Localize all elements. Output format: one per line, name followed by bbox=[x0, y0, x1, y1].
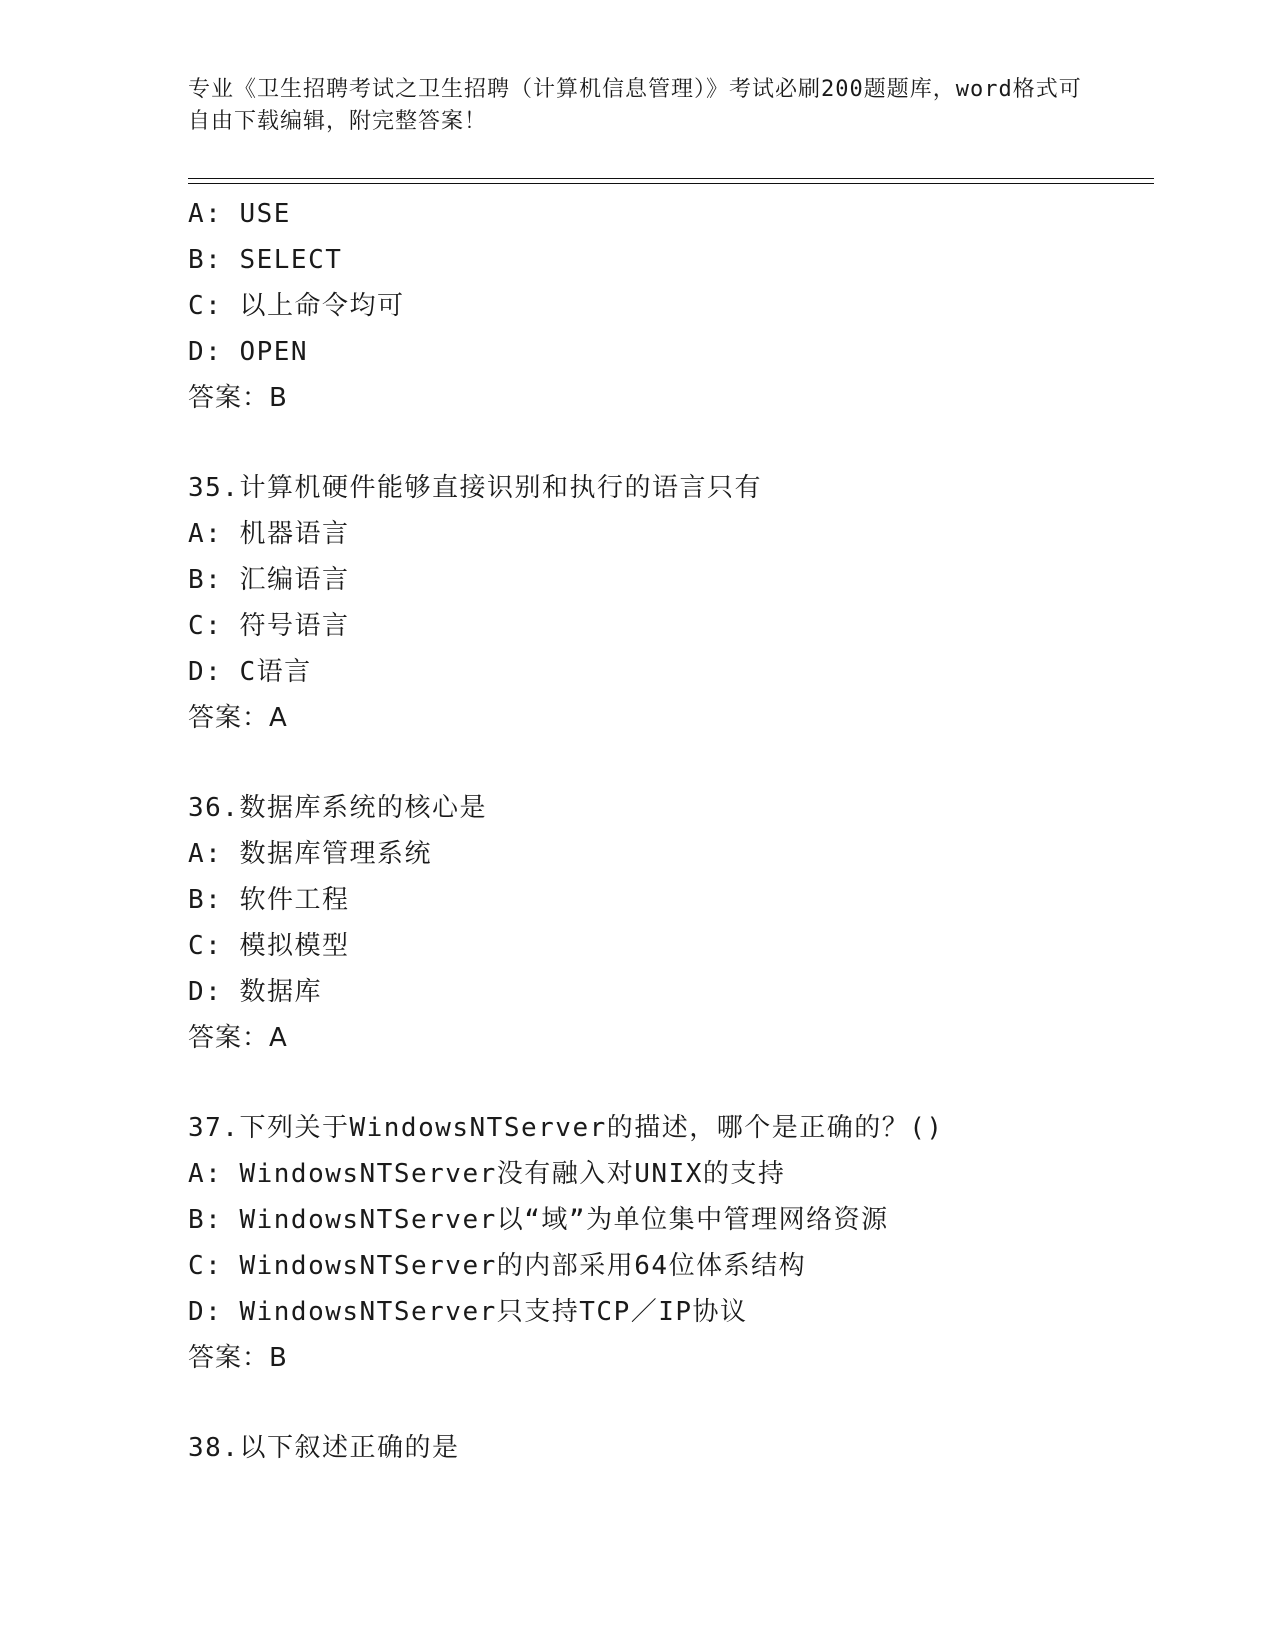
question-list bbox=[188, 191, 1154, 1471]
header-divider-top bbox=[188, 178, 1154, 179]
question-38 bbox=[188, 1425, 1154, 1471]
spacer bbox=[188, 741, 1154, 785]
option-a: A: 数据库管理系统 bbox=[188, 839, 432, 869]
option-a: A: USE bbox=[188, 199, 291, 229]
spacer bbox=[188, 421, 1154, 465]
question-37 bbox=[188, 1105, 1154, 1381]
spacer bbox=[188, 1381, 1154, 1425]
question-stem: 38.以下叙述正确的是 bbox=[188, 1433, 460, 1463]
option-a: A: 机器语言 bbox=[188, 519, 350, 549]
option-c: C: WindowsNTServer的内部采用64位体系结构 bbox=[188, 1251, 807, 1281]
option-b: B: 汇编语言 bbox=[188, 565, 350, 595]
spacer bbox=[188, 1061, 1154, 1105]
question-35 bbox=[188, 465, 1154, 741]
option-d: D: 数据库 bbox=[188, 977, 322, 1007]
option-d: D: C语言 bbox=[188, 657, 312, 687]
option-c: C: 以上命令均可 bbox=[188, 291, 405, 321]
question-stem: 35.计算机硬件能够直接识别和执行的语言只有 bbox=[188, 473, 762, 503]
option-b: B: SELECT bbox=[188, 245, 343, 275]
option-d: D: WindowsNTServer只支持TCP／IP协议 bbox=[188, 1297, 748, 1327]
question-34 bbox=[188, 191, 1154, 421]
answer-label: 答案：B bbox=[188, 383, 288, 413]
option-b: B: WindowsNTServer以“域”为单位集中管理网络资源 bbox=[188, 1205, 889, 1235]
option-a: A: WindowsNTServer没有融入对UNIX的支持 bbox=[188, 1159, 786, 1189]
option-b: B: 软件工程 bbox=[188, 885, 350, 915]
header-divider-bottom bbox=[188, 183, 1154, 184]
answer-label: 答案：B bbox=[188, 1343, 288, 1373]
question-36 bbox=[188, 785, 1154, 1061]
question-stem: 37.下列关于WindowsNTServer的描述，哪个是正确的？() bbox=[188, 1113, 944, 1143]
answer-label: 答案：A bbox=[188, 1023, 288, 1053]
answer-label: 答案：A bbox=[188, 703, 288, 733]
document-header: 专业《卫生招聘考试之卫生招聘（计算机信息管理）》考试必刷200题题库，word格式可自由下载编辑，附完整答案！ bbox=[188, 77, 1082, 134]
option-c: C: 模拟模型 bbox=[188, 931, 350, 961]
option-c: C: 符号语言 bbox=[188, 611, 350, 641]
option-d: D: OPEN bbox=[188, 337, 309, 367]
question-stem: 36.数据库系统的核心是 bbox=[188, 793, 487, 823]
